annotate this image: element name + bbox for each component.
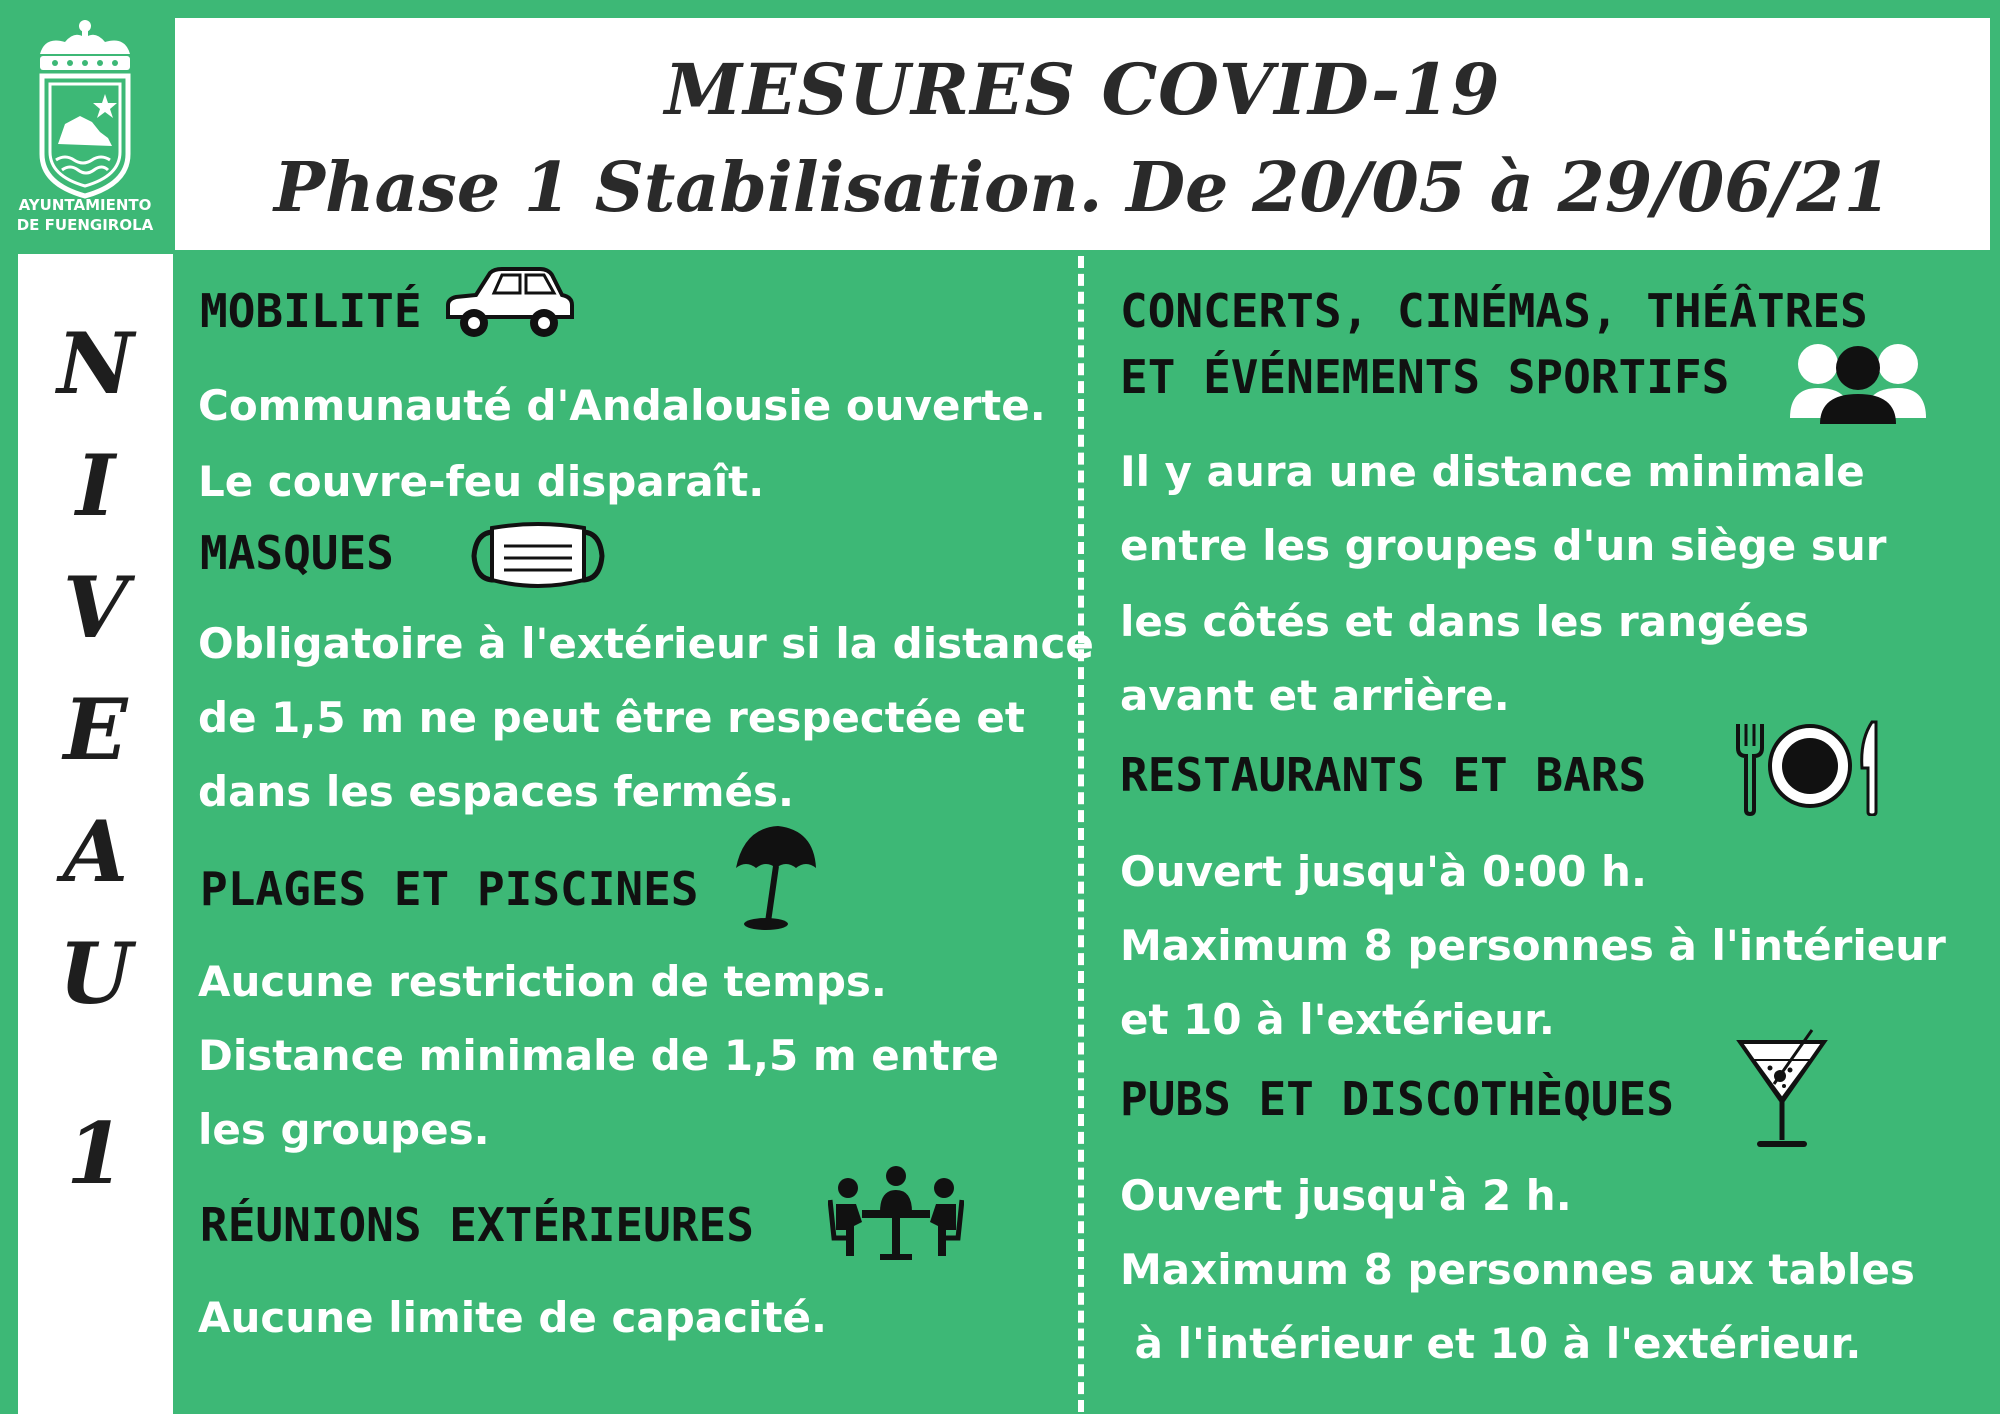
face-mask-icon xyxy=(468,518,608,594)
people-at-table-icon xyxy=(828,1164,964,1264)
body-line: avant et arrière. xyxy=(1120,671,1510,720)
logo-line-1: AYUNTAMIENTO xyxy=(18,196,152,214)
body-line: dans les espaces fermés. xyxy=(198,767,794,816)
level-panel xyxy=(18,254,173,1414)
body-line: Il y aura une distance minimale xyxy=(1120,447,1865,496)
body-line: et 10 à l'extérieur. xyxy=(1120,995,1555,1044)
level-letter: A xyxy=(62,802,129,901)
level-letter: E xyxy=(63,680,128,779)
section-heading: RÉUNIONS EXTÉRIEURES xyxy=(200,1198,754,1252)
body-line: Ouvert jusqu'à 2 h. xyxy=(1120,1171,1572,1220)
body-line: Aucune restriction de temps. xyxy=(198,957,887,1006)
section-heading: PLAGES ET PISCINES xyxy=(200,862,699,916)
body-line: Ouvert jusqu'à 0:00 h. xyxy=(1120,847,1647,896)
level-letter: 1 xyxy=(66,1104,125,1203)
body-line: à l'intérieur et 10 à l'extérieur. xyxy=(1120,1319,1862,1368)
level-letter: N xyxy=(57,314,134,413)
level-letter: V xyxy=(62,558,129,657)
logo-line-2: DE FUENGIROLA xyxy=(16,216,154,234)
level-letter: I xyxy=(75,436,116,535)
body-line: Maximum 8 personnes aux tables xyxy=(1120,1245,1915,1294)
body-line: les côtés et dans les rangées xyxy=(1120,597,1810,646)
section-heading: RESTAURANTS ET BARS xyxy=(1120,748,1647,802)
beach-umbrella-icon xyxy=(730,822,820,932)
section-heading: PUBS ET DISCOTHÈQUES xyxy=(1120,1072,1674,1126)
body-line: Le couvre-feu disparaît. xyxy=(198,457,765,506)
audience-icon xyxy=(1790,338,1926,424)
section-heading: MOBILITÉ xyxy=(200,284,422,338)
body-line: de 1,5 m ne peut être respectée et xyxy=(198,693,1025,742)
car-icon xyxy=(440,265,576,345)
level-letter: U xyxy=(58,924,133,1023)
section-heading: CONCERTS, CINÉMAS, THÉÂTRES xyxy=(1120,284,1868,338)
body-line: Communauté d'Andalousie ouverte. xyxy=(198,381,1046,430)
section-heading: ET ÉVÉNEMENTS SPORTIFS xyxy=(1120,350,1730,404)
page-title: MESURES COVID-19 xyxy=(664,48,1501,131)
page-subtitle: Phase 1 Stabilisation. De 20/05 à 29/06/21 xyxy=(273,148,1892,228)
body-line: Obligatoire à l'extérieur si la distance xyxy=(198,619,1094,668)
column-divider xyxy=(1078,256,1084,1412)
body-line: Maximum 8 personnes à l'intérieur xyxy=(1120,921,1946,970)
plate-cutlery-icon xyxy=(1734,720,1884,816)
cocktail-glass-icon xyxy=(1734,1028,1830,1154)
title-panel xyxy=(175,18,1990,250)
section-heading: MASQUES xyxy=(200,526,394,580)
body-line: Aucune limite de capacité. xyxy=(198,1293,827,1342)
body-line: les groupes. xyxy=(198,1105,490,1154)
body-line: Distance minimale de 1,5 m entre xyxy=(198,1031,999,1080)
body-line: entre les groupes d'un siège sur xyxy=(1120,521,1887,570)
